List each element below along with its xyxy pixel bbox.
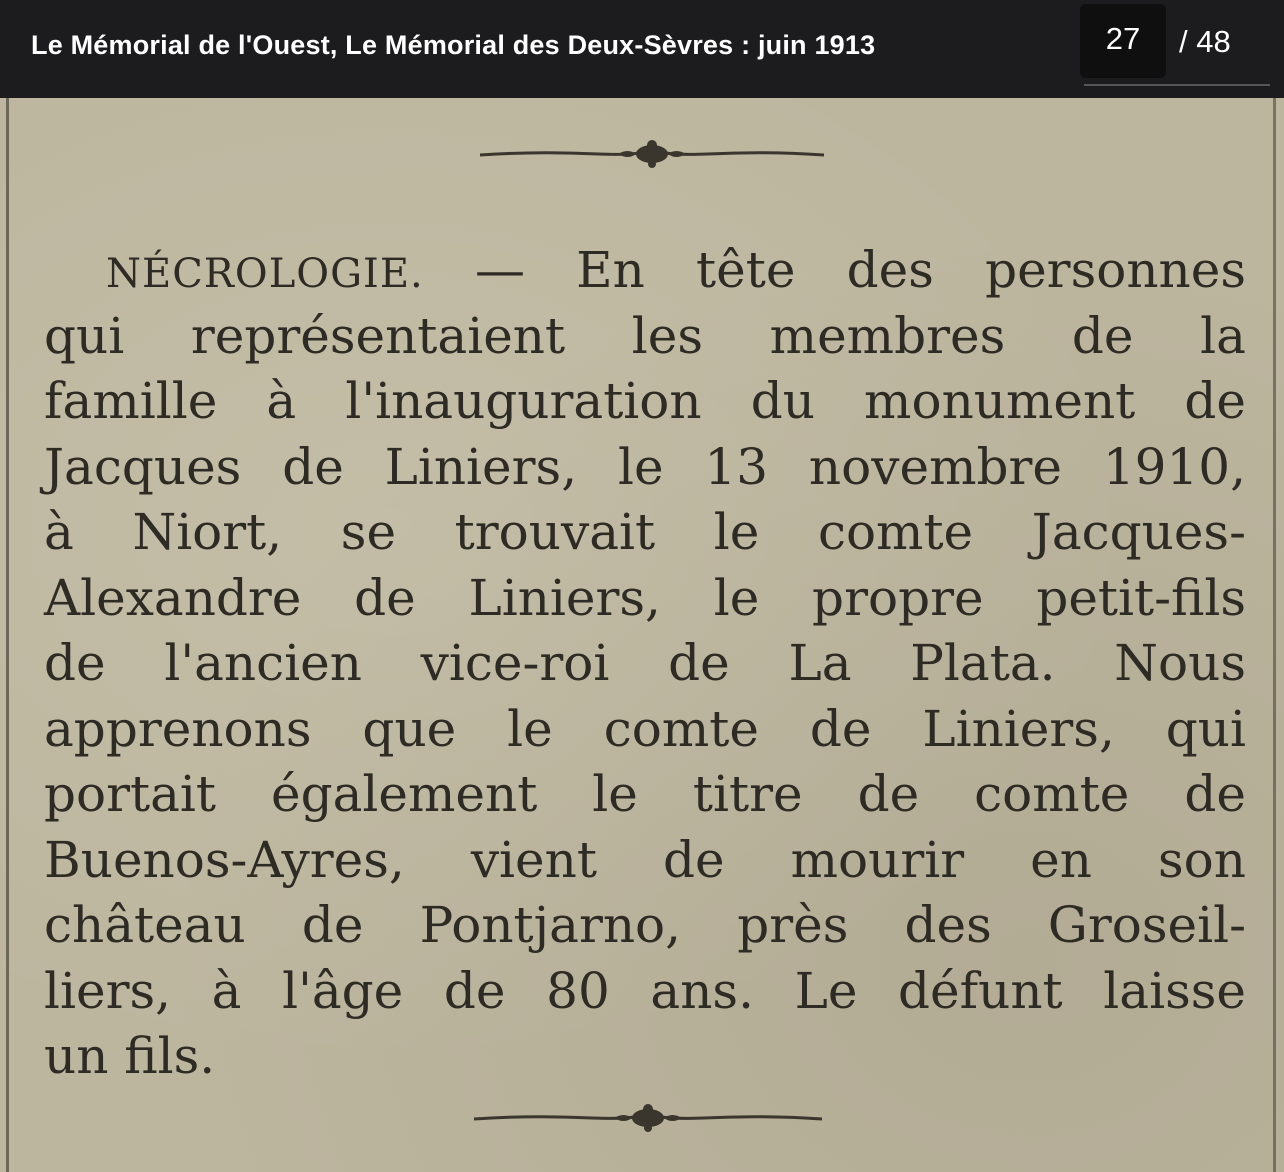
page-navigator [1080, 4, 1270, 86]
article-line: un fils. [44, 1027, 216, 1085]
article-line: à Niort, se trouvait le comte Jacques- [44, 503, 1246, 561]
document-title: Le Mémorial de l'Ouest, Le Mémorial des Deux-Sèvres : juin 1913 [31, 30, 876, 60]
article-line: de l'ancien vice-roi de La Plata. Nous [44, 634, 1246, 692]
column-rule-left [6, 98, 9, 1172]
page-total: / 48 [1179, 24, 1231, 59]
page-number-input[interactable]: 27 [1080, 4, 1166, 78]
article-line: portait également le titre de comte de [44, 765, 1246, 823]
pager-underline [1084, 84, 1270, 86]
article-line: château de Pontjarno, près des Groseil- [44, 896, 1246, 954]
article-line: Alexandre de Liniers, le propre petit-fils [44, 568, 1246, 627]
article-line: qui représentaient les membres de la [44, 306, 1246, 365]
article-line: apprenons que le comte de Liniers, qui [44, 699, 1246, 758]
scanned-page [0, 98, 1284, 1172]
scroll-ornament-icon [478, 138, 826, 172]
scroll-ornament-icon [472, 1102, 824, 1136]
article-line: liers, à l'âge de 80 ans. Le défunt laisse [44, 961, 1246, 1020]
article-line: Buenos-Ayres, vient de mourir en son [44, 830, 1246, 889]
viewer-header [0, 0, 1284, 98]
article-line: Jacques de Liniers, le 13 novembre 1910, [44, 437, 1246, 496]
obituary-article [44, 238, 1246, 1090]
article-line: famille à l'inauguration du monument de [44, 372, 1246, 430]
article-line: NÉCROLOGIE. — En tête des personnes [106, 241, 1246, 299]
column-rule-right [1273, 98, 1276, 1172]
